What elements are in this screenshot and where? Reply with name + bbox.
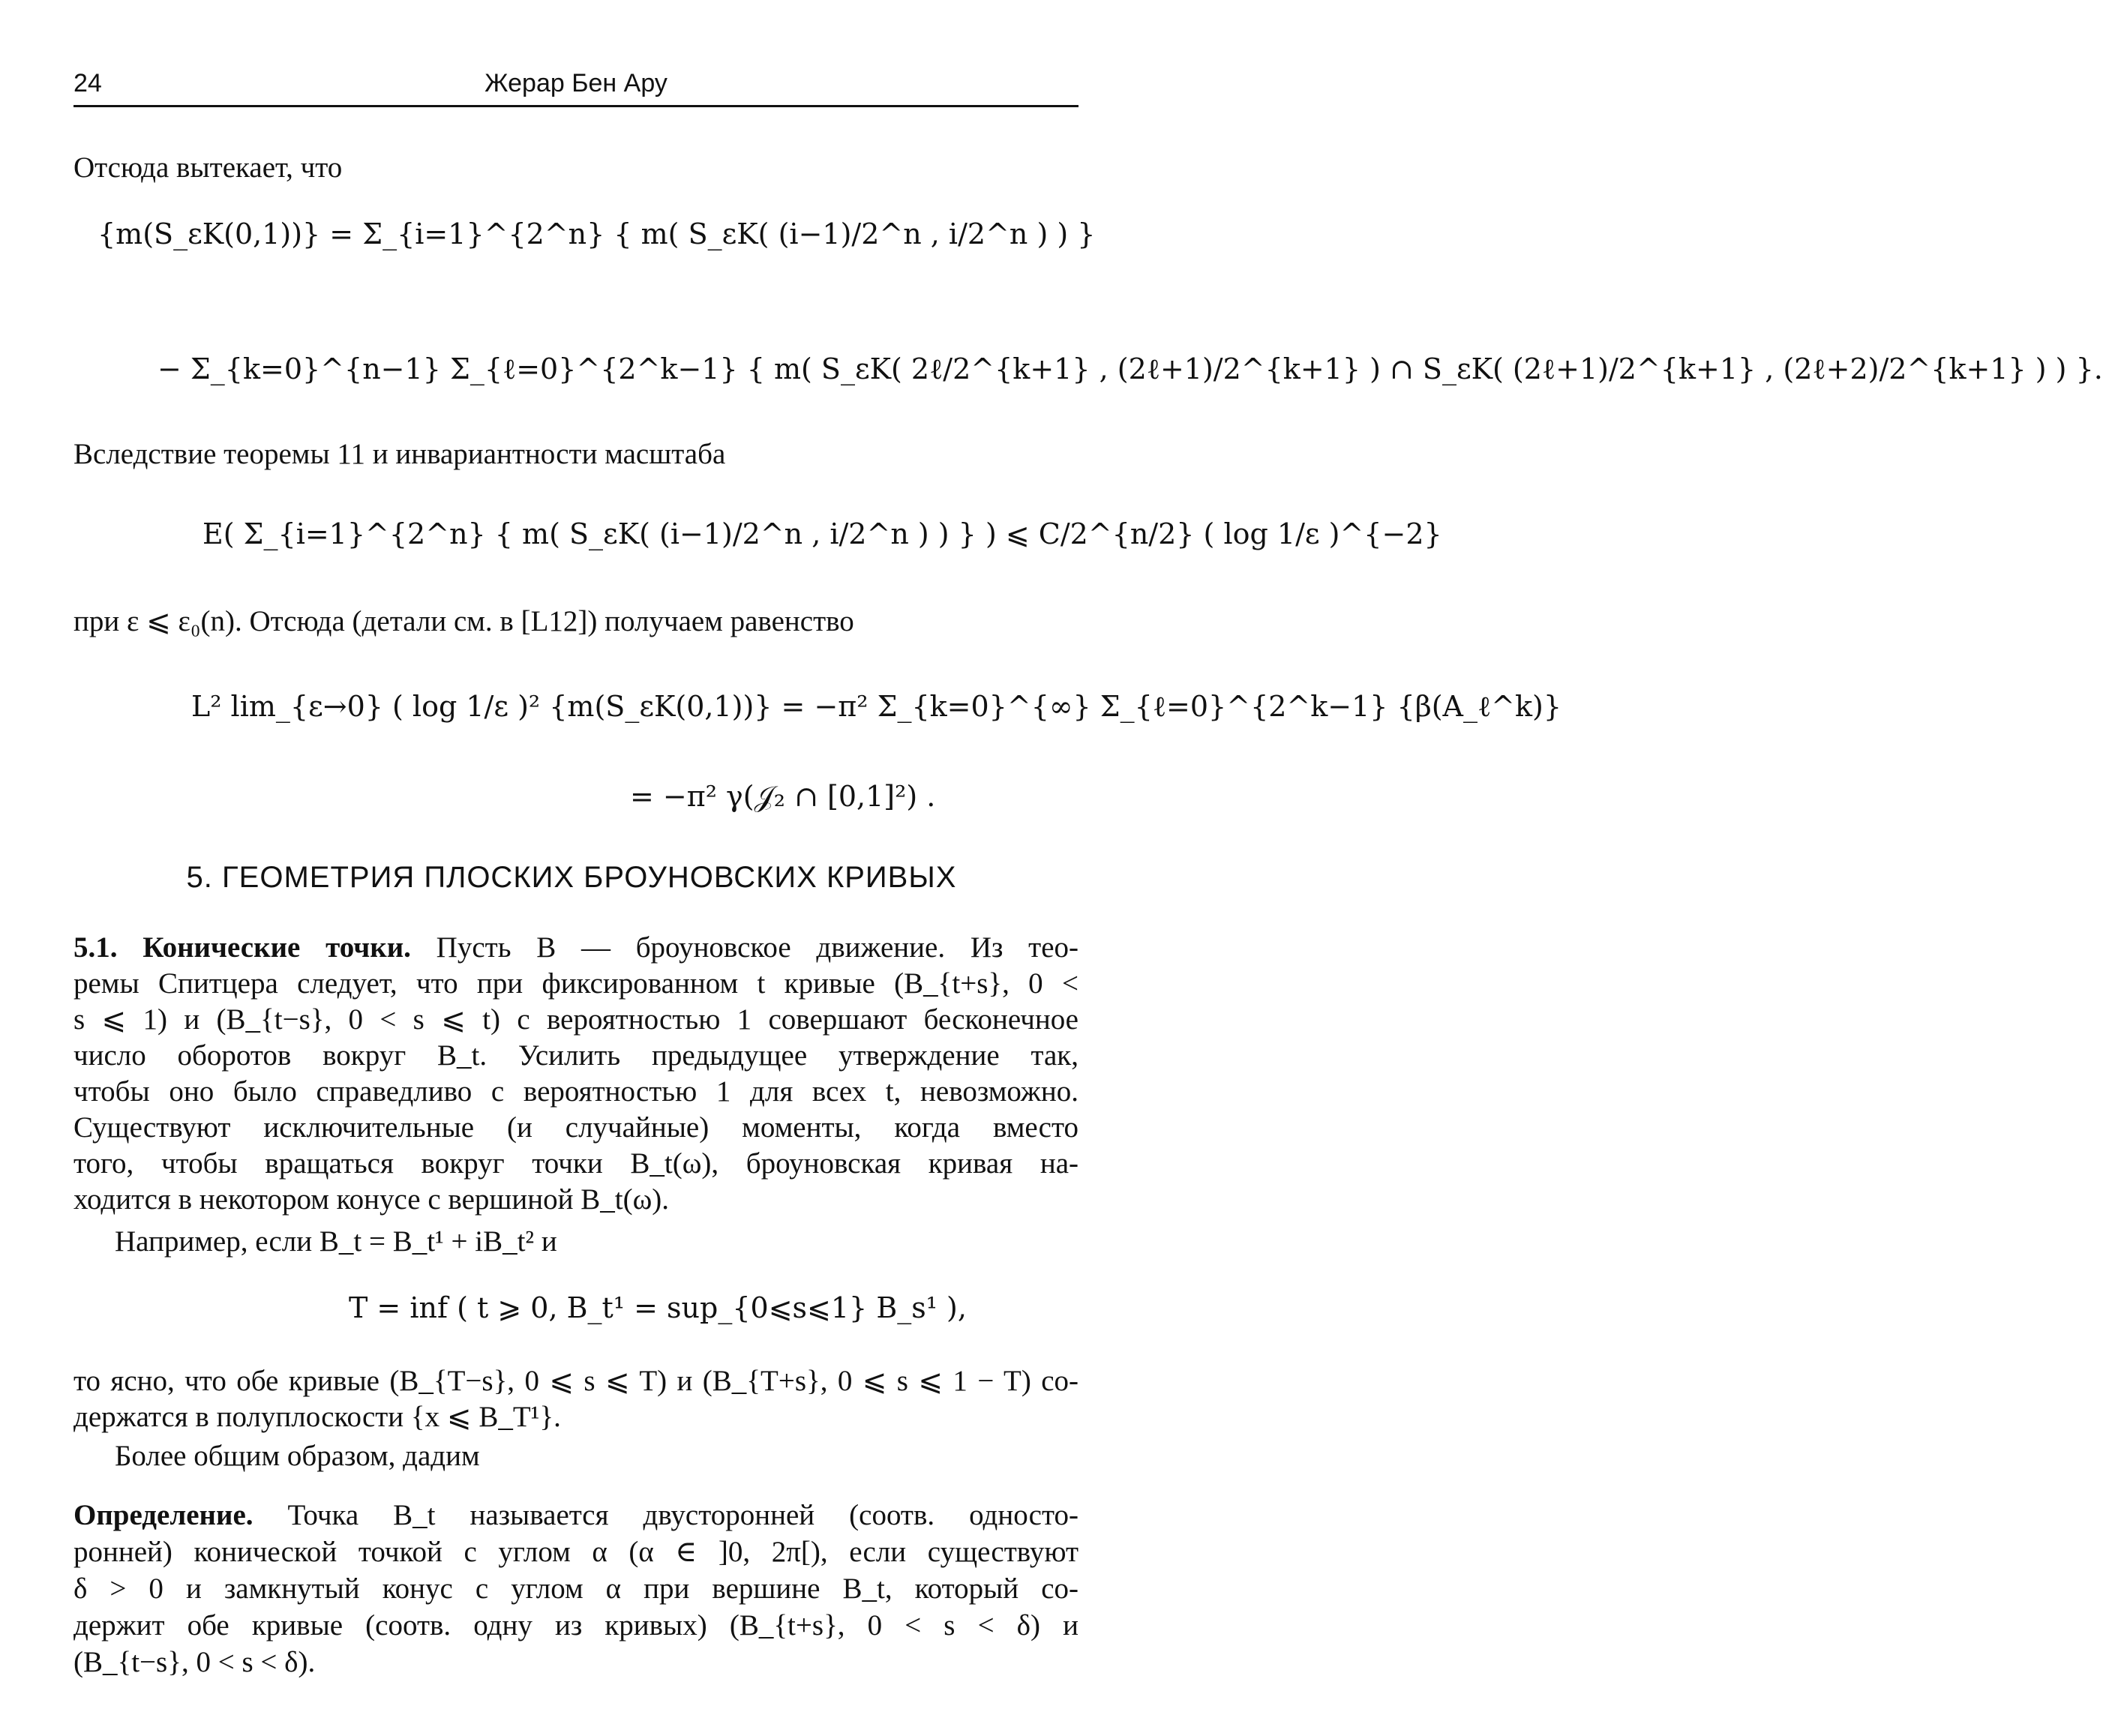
paragraph-after-eq4 xyxy=(74,1363,1078,1435)
equation-4-text: T = inf ( t ⩾ 0, B_t¹ = sup_{0⩽s⩽1} B_s¹ ), xyxy=(349,1291,967,1324)
equation-3-line-1 xyxy=(191,690,1562,724)
definition-heading: Определение. xyxy=(74,1499,254,1531)
subsection-line-2: ремы Спитцера следует, что при фиксированном t кривые (B_{t+s}, 0 < xyxy=(74,967,1078,1000)
subsection-line-1: Пусть B — броуновское движение. Из тео- xyxy=(436,931,1078,964)
subsection-heading: 5.1. Конические точки. xyxy=(74,931,411,964)
equation-1-line-1 xyxy=(98,217,1095,250)
equation-1-line-2 xyxy=(158,352,2103,386)
page-header xyxy=(74,69,1078,107)
equation-3-line-2 xyxy=(630,780,935,814)
paragraph-theorem-11: Вследствие теоремы 11 и инвариантности масштаба xyxy=(74,438,726,470)
equation-2-text: E( Σ_{i=1}^{2^n} { m( S_εK( (i−1)/2^n , i/2^n ) ) } ) ⩽ C/2^{n/2} ( log 1/ε )^{−2} xyxy=(202,517,1442,550)
after-eq4-line-2: держатся в полуплоскости {x ⩽ B_T¹}. xyxy=(74,1401,561,1433)
equation-1-line-2-text: − Σ_{k=0}^{n−1} Σ_{ℓ=0}^{2^k−1} { m( S_εK( 2ℓ/2^{k+1} , (2ℓ+1)/2^{k+1} ) ∩ S_εK( (2ℓ+1)/2^{k+1} , (2ℓ+2)/2^{k+1} ) ) }. xyxy=(158,352,2103,385)
definition-line-2: ронней) конической точкой с углом α (α ∈ ]0, 2π[), если существуют xyxy=(74,1536,1078,1568)
paragraph-general: Более общим образом, дадим xyxy=(115,1440,480,1472)
section-title: 5. ГЕОМЕТРИЯ ПЛОСКИХ БРОУНОВСКИХ КРИВЫХ xyxy=(186,861,957,894)
definition-line-4: держит обе кривые (соотв. одну из кривых) (B_{t+s}, 0 < s < δ) и xyxy=(74,1609,1078,1642)
subsection-5-1 xyxy=(74,930,1078,1218)
running-head: Жерар Бен Ару xyxy=(484,69,668,97)
definition-line-3: δ > 0 и замкнутый конус с углом α при вершине B_t, который со- xyxy=(74,1573,1078,1605)
equation-4 xyxy=(349,1291,967,1324)
page-number: 24 xyxy=(74,69,102,97)
paragraph-example: Например, если B_t = B_t¹ + iB_t² и xyxy=(115,1225,557,1258)
subsection-line-5: чтобы оно было справедливо с вероятностью 1 для всех t, невозможно. xyxy=(74,1075,1078,1108)
equation-3-line-2-text: = −π² γ(𝒥₂ ∩ [0,1]²) . xyxy=(630,780,936,813)
subsection-line-3: s ⩽ 1) и (B_{t−s}, 0 < s ⩽ t) с вероятностью 1 совершают бесконечное xyxy=(74,1003,1078,1036)
after-eq4-line-1: то ясно, что обе кривые (B_{T−s}, 0 ⩽ s ⩽ T) и (B_{T+s}, 0 ⩽ s ⩽ 1 − T) со- xyxy=(74,1365,1078,1397)
equation-1-line-1-text: {m(S_εK(0,1))} = Σ_{i=1}^{2^n} { m( S_εK( (i−1)/2^n , i/2^n ) ) } xyxy=(98,217,1096,250)
definition xyxy=(74,1497,1078,1681)
subsection-line-7: того, чтобы вращаться вокруг точки B_t(ω), броуновская кривая на- xyxy=(74,1147,1078,1180)
paragraph-after-eq2: при ε ⩽ ε₀(n). Отсюда (детали см. в [L12]) получаем равенство xyxy=(74,605,854,637)
definition-line-1: Точка B_t называется двусторонней (соотв. односто- xyxy=(287,1499,1078,1531)
definition-line-5: (B_{t−s}, 0 < s < δ). xyxy=(74,1646,316,1678)
equation-3-line-1-text: L² lim_{ε→0} ( log 1/ε )² {m(S_εK(0,1))} = −π² Σ_{k=0}^{∞} Σ_{ℓ=0}^{2^k−1} {β(A_ℓ^k)} xyxy=(191,690,1562,723)
equation-2 xyxy=(202,517,1442,550)
subsection-line-8: ходится в некотором конусе с вершиной B_t(ω). xyxy=(74,1183,670,1216)
subsection-line-6: Существуют исключительные (и случайные) моменты, когда вместо xyxy=(74,1111,1078,1144)
subsection-line-4: число оборотов вокруг B_t. Усилить предыдущее утверждение так, xyxy=(74,1039,1078,1072)
intro-text: Отсюда вытекает, что xyxy=(74,151,343,184)
